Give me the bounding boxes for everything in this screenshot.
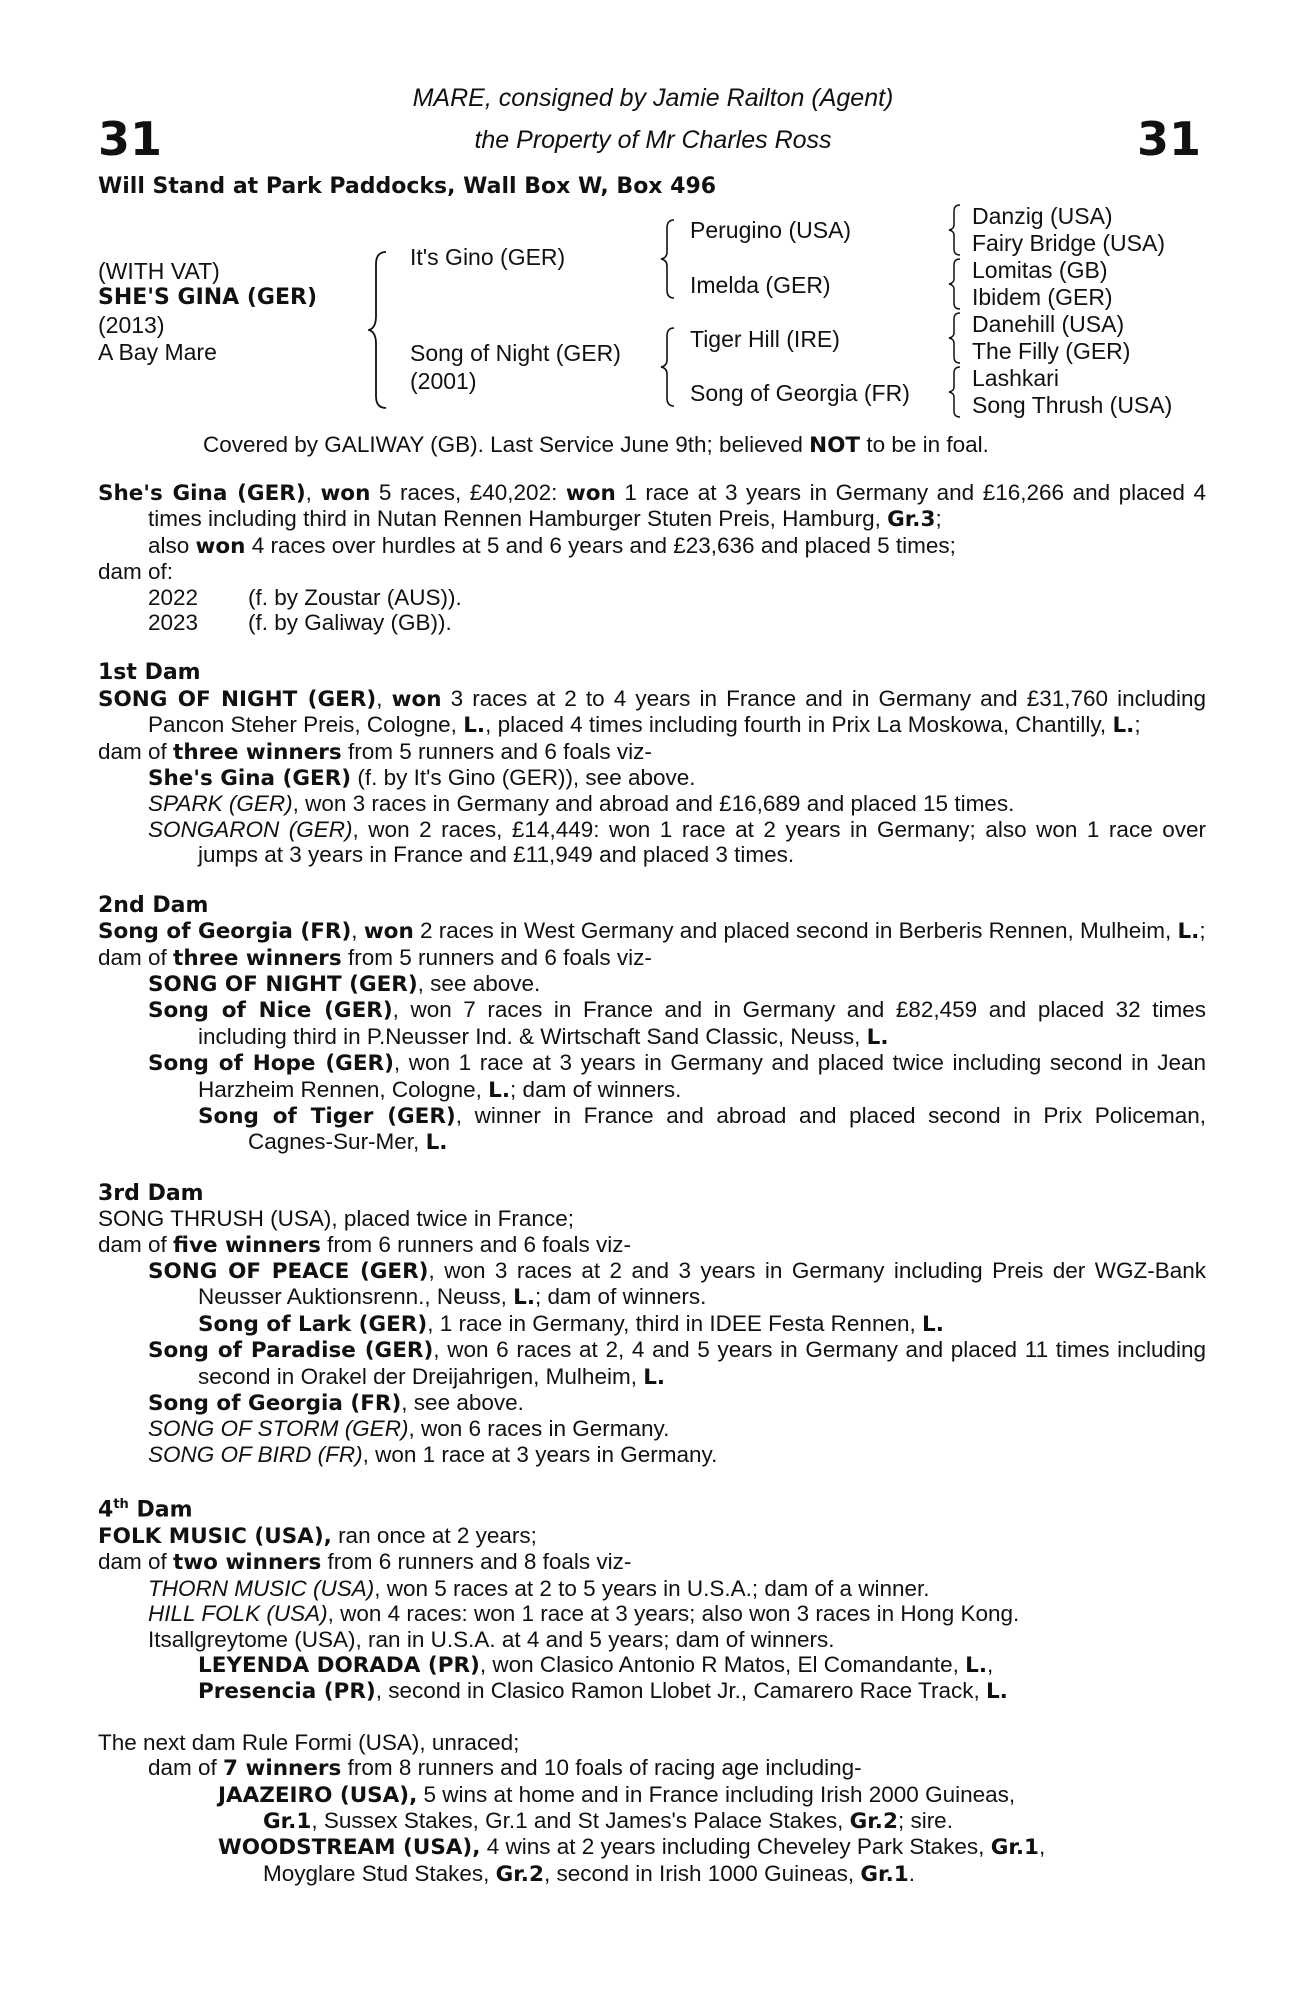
text: , second in Clasico Ramon Llobet Jr., Camarero Race Track,	[375, 1678, 986, 1704]
text: ,	[1039, 1834, 1046, 1860]
fourth-dam-heading	[98, 1492, 1206, 1523]
produce-name: JAAZEIRO (USA),	[218, 1782, 418, 1808]
listed-label: L.	[463, 713, 486, 739]
next-dam-section	[98, 1730, 1206, 1887]
listed-label: L.	[488, 1077, 511, 1103]
text: from 5 runners and 6 foals viz-	[341, 738, 652, 764]
first-dam-record: SONG OF NIGHT (GER), won 3 races at 2 to 4 years in France and in Germany and £31,760 including Pancon Steher Preis, Cologne, L., placed 4 times including fourth in Prix La Moskowa, Chantilly, L.;	[98, 685, 1206, 739]
second-dam-record: Song of Georgia (FR), won 2 races in West Germany and placed second in Berberis Rennen, Mulheim, L.;	[98, 918, 1206, 945]
text: ran once at 2 years;	[331, 1522, 537, 1548]
brace-3c	[948, 311, 962, 365]
listed-label: L.	[965, 1652, 987, 1678]
produce-name: Song of Paradise (GER)	[148, 1338, 434, 1364]
third-dam-heading: 3rd Dam	[98, 1180, 204, 1206]
sire-name: It's Gino (GER)	[410, 244, 566, 270]
produce-item	[98, 1258, 1206, 1311]
second-dam-heading: 2nd Dam	[98, 892, 209, 918]
fourth-dam-produce	[98, 1549, 1206, 1575]
won-label: won	[391, 686, 442, 712]
sss: Danzig (USA)	[972, 203, 1113, 229]
winners-count: two winners	[173, 1550, 322, 1576]
produce-name: LEYENDA DORADA (PR)	[198, 1652, 480, 1678]
sire-dam: Imelda (GER)	[690, 272, 831, 298]
produce-name: Song of Georgia (FR)	[148, 1391, 402, 1416]
text: , 1 race in Germany, third in IDEE Festa Rennen,	[427, 1310, 922, 1336]
text: 1 race at 3 years in Germany and £16,266 and placed 4 times including third in Nutan Rennen Hamburger Stuten Preis, Hamburg,	[148, 480, 1206, 532]
produce-item	[98, 971, 1206, 997]
horse-description: A Bay Mare	[98, 339, 217, 365]
produce-item	[98, 1050, 1206, 1103]
foal-row	[98, 585, 1206, 610]
ddd: Song Thrush (USA)	[972, 392, 1173, 418]
winners-count: 7 winners	[223, 1756, 342, 1782]
fourth-dam-record	[98, 1523, 1206, 1549]
text: 4 races over hurdles at 5 and 6 years and £23,636 and placed 5 times;	[245, 532, 956, 558]
second-dam-section	[98, 893, 1206, 1156]
won-label: won	[320, 481, 371, 506]
produce-item	[98, 1652, 1206, 1678]
dam-name: SONG OF NIGHT (GER)	[98, 686, 377, 712]
sire-sire: Perugino (USA)	[690, 217, 852, 243]
text: 3 races at 2 to 4 years in France and in Germany and £31,760 including Pancon Steher Preis, Cologne,	[148, 685, 1206, 738]
text: , won 2 races, £14,449: won 1 race at 2 years in Germany; also won 1 race over jumps at 3 years in France and £11,949 and placed 3 times.	[198, 816, 1206, 868]
text: , won 1 race at 3 years in Germany and placed twice including second in Jean Harzheim Rennen, Cologne,	[198, 1050, 1206, 1102]
brace-3b	[948, 257, 962, 311]
text: , placed 4 times including fourth in Prix La Moskowa, Chantilly,	[485, 712, 1113, 738]
text: also	[148, 532, 196, 558]
listed-label: L.	[866, 1024, 889, 1050]
text: 2 races in West Germany and placed second in Berberis Rennen, Mulheim,	[413, 918, 1178, 944]
produce-item	[98, 791, 1206, 816]
dam-dam: Song of Georgia (FR)	[690, 380, 910, 406]
ssd: Fairy Bridge (USA)	[972, 230, 1165, 256]
grade-label: Gr.2	[849, 1809, 898, 1835]
produce-item	[98, 1601, 1206, 1626]
produce-name: Song of Hope (GER)	[148, 1051, 394, 1077]
text: from 8 runners and 10 foals of racing age including-	[341, 1755, 862, 1781]
text: ,	[987, 1651, 994, 1677]
produce-name: Song of Lark (GER)	[198, 1311, 428, 1337]
text: , won 3 races at 2 and 3 years in Germany including Preis der WGZ-Bank Neusser Auktionsrenn., Neuss,	[198, 1257, 1206, 1310]
winners-count: three winners	[173, 945, 342, 971]
text: 4 wins at 2 years including Cheveley Park Stakes,	[480, 1834, 991, 1860]
produce-item	[98, 1782, 1206, 1835]
mare-name: She's Gina (GER)	[98, 481, 306, 506]
next-dam-record: The next dam Rule Formi (USA), unraced;	[98, 1729, 520, 1755]
text: , winner in France and abroad and placed second in Prix Policeman, Cagnes-Sur-Mer,	[248, 1102, 1206, 1155]
text: (f. by It's Gino (GER)), see above.	[351, 765, 696, 791]
second-dam-produce	[98, 945, 1206, 971]
mare-section	[98, 480, 1206, 635]
text: from 6 runners and 8 foals viz-	[321, 1549, 632, 1575]
produce-item	[98, 1390, 1206, 1416]
text: ;	[935, 506, 942, 532]
text: , second in Irish 1000 Guineas,	[543, 1860, 861, 1886]
text: , see above.	[417, 970, 541, 996]
dam-name: Song of Night (GER)	[410, 340, 621, 366]
first-dam-heading: 1st Dam	[98, 660, 201, 686]
grade-label: Gr.2	[495, 1861, 544, 1887]
text: , see above.	[401, 1390, 524, 1415]
dam-year: (2001)	[410, 368, 477, 394]
text: ;	[1134, 712, 1141, 738]
listed-label: L.	[643, 1364, 666, 1390]
winners-count: five winners	[173, 1232, 321, 1258]
text: , won 7 races in France and in Germany and £82,459 and placed 32 times including third in P.Neusser Ind. & Wirtschaft Sand Classic, Neuss,	[198, 997, 1206, 1049]
text: , won Clasico Antonio R Matos, El Comandante,	[479, 1651, 966, 1677]
listed-label: L.	[513, 1285, 536, 1311]
lot-number-left: 31	[98, 112, 163, 166]
produce-name: SONG OF STORM (GER)	[148, 1416, 409, 1442]
brace-3a	[948, 203, 962, 257]
third-dam-section	[98, 1181, 1206, 1467]
won-label: won	[565, 481, 616, 506]
produce-name: THORN MUSIC (USA)	[148, 1575, 375, 1601]
produce-item: Itsallgreytome (USA), ran in U.S.A. at 4 and 5 years; dam of winners.	[148, 1626, 835, 1652]
produce-name: SONG OF NIGHT (GER)	[148, 971, 418, 997]
next-dam-produce	[98, 1755, 1206, 1781]
listed-label: L.	[1177, 919, 1200, 945]
dam-name: Song of Georgia (FR)	[98, 919, 352, 945]
text: 5 races, £40,202:	[370, 480, 566, 505]
produce-item	[98, 1834, 1206, 1887]
text: ; dam of winners.	[535, 1284, 707, 1310]
dam-sire: Tiger Hill (IRE)	[690, 326, 840, 352]
produce-item	[98, 1576, 1206, 1601]
dds: Lashkari	[972, 365, 1059, 391]
grade-label: Gr.1	[263, 1809, 312, 1835]
produce-item	[98, 1416, 1206, 1441]
brace-3d	[948, 365, 962, 419]
stand-location: Will Stand at Park Paddocks, Wall Box W, Box 496	[98, 174, 717, 199]
text: dam of	[98, 1231, 174, 1257]
first-dam-section	[98, 660, 1206, 867]
sire-brace	[660, 218, 676, 300]
text: from 6 runners and 6 foals viz-	[320, 1231, 632, 1257]
covered-line	[203, 432, 989, 458]
sdd: Ibidem (GER)	[972, 284, 1113, 310]
vat-label: (WITH VAT)	[98, 258, 220, 284]
text: , won 6 races in Germany.	[408, 1416, 670, 1442]
text: ; sire.	[897, 1808, 953, 1834]
foal-text: (f. by Zoustar (AUS)).	[248, 584, 462, 610]
text: .	[908, 1860, 915, 1886]
fourth-dam-section	[98, 1492, 1206, 1705]
lot-number-right: 31	[1136, 112, 1201, 166]
won-label: won	[363, 919, 414, 945]
text: , won 5 races at 2 to 5 years in U.S.A.; dam of a winner.	[374, 1575, 930, 1601]
text: , won 4 races: won 1 race at 3 years; also won 3 races in Hong Kong.	[327, 1601, 1020, 1627]
covered-not: NOT	[809, 433, 861, 458]
property-line: the Property of Mr Charles Ross	[474, 126, 832, 154]
third-dam-produce	[98, 1232, 1206, 1258]
produce-item	[98, 765, 1206, 791]
text: , won 3 races in Germany and abroad and £16,689 and placed 15 times.	[292, 791, 1015, 817]
listed-label: L.	[1112, 713, 1135, 739]
foal-row	[98, 610, 1206, 635]
text: th	[113, 1497, 129, 1513]
produce-item	[98, 817, 1206, 868]
listed-label: L.	[985, 1679, 1008, 1705]
sds: Lomitas (GB)	[972, 257, 1108, 283]
covered-text: Covered by GALIWAY (GB). Last Service June 9th; believed	[203, 432, 810, 457]
produce-item	[98, 997, 1206, 1050]
produce-item	[98, 1337, 1206, 1390]
grade-label: Gr.3	[887, 507, 936, 533]
dam-of-label: dam of:	[98, 559, 174, 585]
catalogue-body	[98, 480, 1206, 1912]
produce-name: HILL FOLK (USA)	[148, 1601, 328, 1627]
text: Dam	[128, 1497, 193, 1523]
produce-item	[98, 1311, 1206, 1337]
pedigree-brace	[368, 250, 390, 410]
third-dam-record: SONG THRUSH (USA), placed twice in France;	[98, 1206, 574, 1232]
mare-record: She's Gina (GER), won 5 races, £40,202: won 1 race at 3 years in Germany and £16,266 and placed 4 times including third in Nutan Rennen Hamburger Stuten Preis, Hamburg, Gr.3; also won 4 races over hurdles at 5 and 6 years and £23,636 and placed 5 times;	[98, 480, 1206, 559]
foal-text: (f. by Galiway (GB)).	[248, 610, 452, 636]
listed-label: L.	[425, 1130, 448, 1156]
listed-label: L.	[922, 1311, 944, 1337]
foal-year: 2022	[148, 584, 199, 610]
produce-name: SONGARON (GER)	[148, 816, 353, 842]
text: dam of	[98, 738, 174, 764]
text: , won 6 races at 2, 4 and 5 years in Germany and placed 11 times including second in Orakel der Dreijahrigen, Mulheim,	[198, 1337, 1206, 1389]
foal-year: 2023	[148, 610, 199, 636]
consignor-line: MARE, consigned by Jamie Railton (Agent)	[412, 84, 894, 112]
winners-count: three winners	[173, 739, 342, 765]
produce-name: SONG OF BIRD (FR)	[148, 1441, 363, 1467]
horse-year: (2013)	[98, 312, 165, 338]
produce-name: SONG OF PEACE (GER)	[148, 1258, 429, 1284]
text: Moyglare Stud Stakes,	[263, 1860, 496, 1886]
text: ; dam of winners.	[510, 1076, 682, 1102]
produce-item	[98, 1103, 1206, 1156]
text: ;	[1199, 918, 1206, 944]
dam-name: FOLK MUSIC (USA),	[98, 1523, 332, 1549]
produce-name: SPARK (GER)	[148, 791, 293, 817]
text: dam of	[98, 1549, 174, 1575]
dsd: The Filly (GER)	[972, 338, 1131, 364]
produce-name: Presencia (PR)	[198, 1679, 376, 1705]
produce-name: She's Gina (GER)	[148, 766, 352, 792]
produce-item	[98, 1442, 1206, 1467]
text: , won 1 race at 3 years in Germany.	[362, 1441, 718, 1467]
text: dam of	[148, 1755, 224, 1781]
grade-label: Gr.1	[860, 1861, 909, 1887]
text: 4	[98, 1497, 114, 1523]
text: , Sussex Stakes, Gr.1 and St James's Palace Stakes,	[311, 1808, 850, 1834]
produce-name: Song of Tiger (GER)	[198, 1103, 456, 1129]
text: 5 wins at home and in France including Irish 2000 Guineas,	[417, 1781, 1016, 1807]
won-label: won	[195, 533, 246, 559]
first-dam-produce	[98, 739, 1206, 765]
text: from 5 runners and 6 foals viz-	[341, 944, 652, 970]
produce-name: WOODSTREAM (USA),	[218, 1835, 481, 1861]
covered-text-end: to be in foal.	[860, 432, 989, 457]
dam-brace	[660, 326, 676, 408]
produce-name: Song of Nice (GER)	[148, 998, 393, 1024]
text: dam of	[98, 944, 174, 970]
grade-label: Gr.1	[990, 1835, 1039, 1861]
horse-name: SHE'S GINA (GER)	[98, 285, 318, 310]
dss: Danehill (USA)	[972, 311, 1125, 337]
produce-item	[98, 1678, 1206, 1704]
